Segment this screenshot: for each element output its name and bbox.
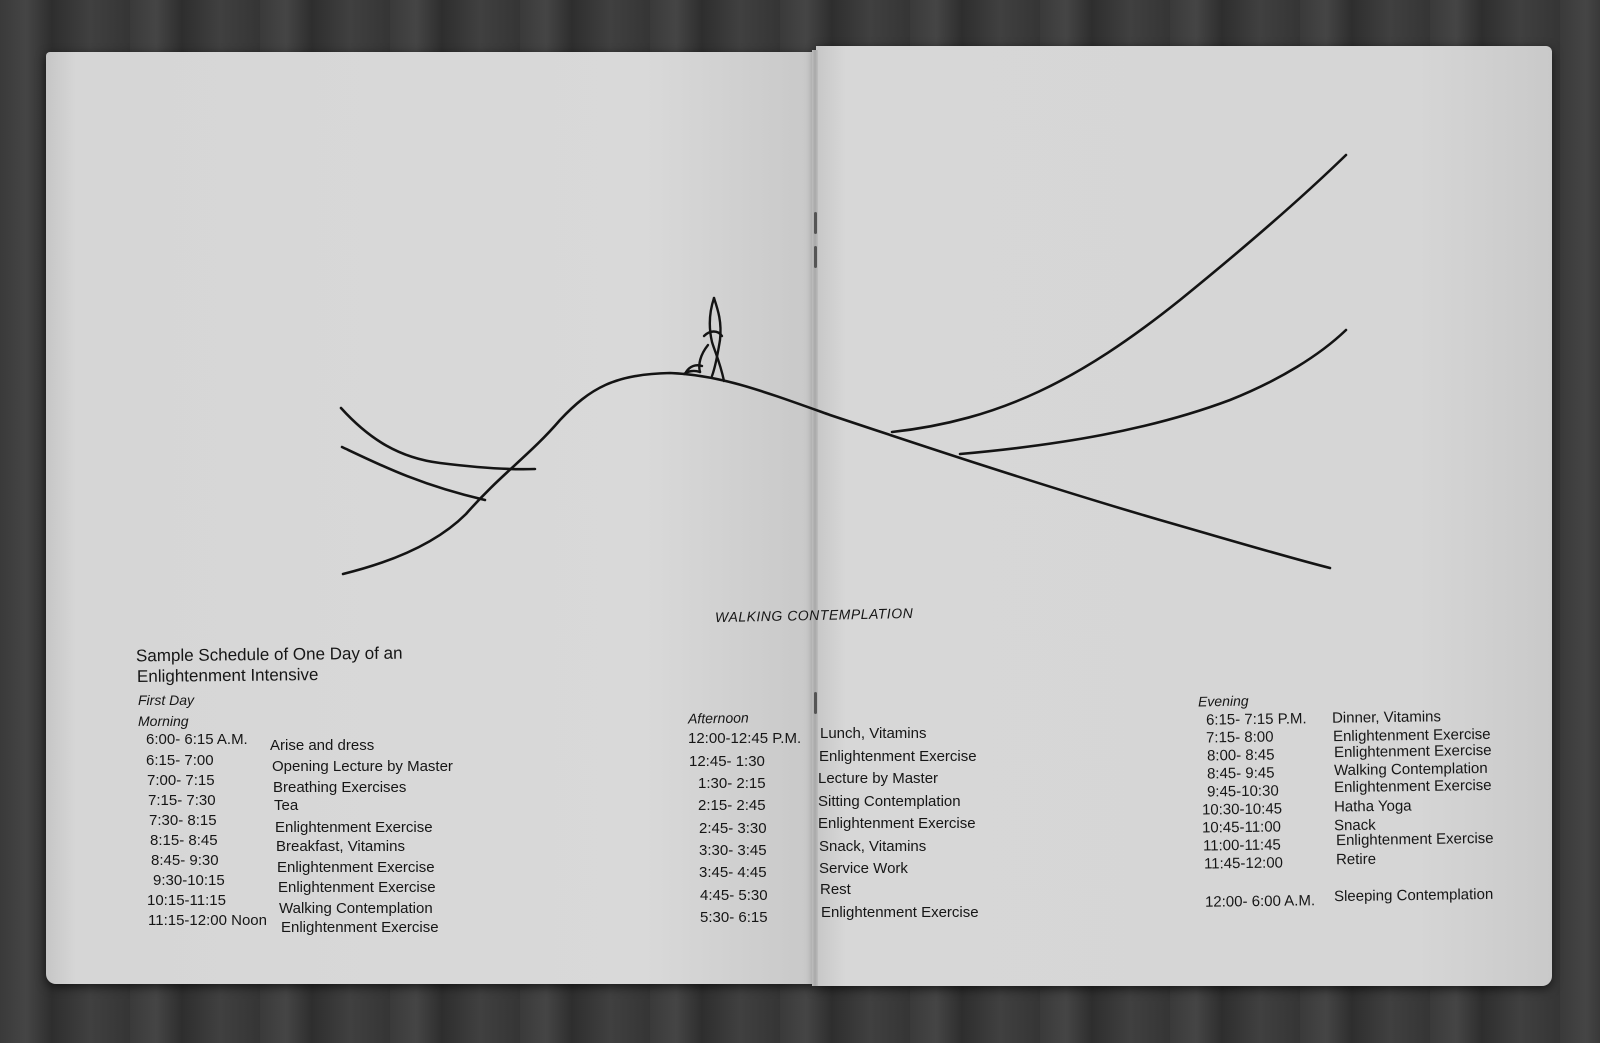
afternoon-time: 2:15- 2:45 <box>698 797 766 814</box>
evening-time: 8:45- 9:45 <box>1206 764 1275 783</box>
afternoon-time: 1:30- 2:15 <box>698 775 766 792</box>
evening-time: 12:00- 6:00 A.M. <box>1204 892 1316 911</box>
evening-time: 11:00-11:45 <box>1202 836 1281 855</box>
drawing-caption: WALKING CONTEMPLATION <box>714 604 914 626</box>
morning-time: 6:00- 6:15 A.M. <box>146 731 248 748</box>
schedule-title-line2: Enlightenment Intensive <box>136 665 319 686</box>
evening-time: 9:45-10:30 <box>1206 782 1279 801</box>
evening-activity: Enlightenment Exercise <box>1332 725 1491 746</box>
afternoon-activity: Lunch, Vitamins <box>820 725 927 742</box>
morning-activity: Breakfast, Vitamins <box>276 838 405 855</box>
morning-label: Morning <box>138 713 189 729</box>
afternoon-time: 2:45- 3:30 <box>699 820 767 837</box>
morning-time: 7:15- 7:30 <box>148 792 216 809</box>
afternoon-activity: Enlightenment Exercise <box>819 748 977 765</box>
right-lower-path <box>960 330 1346 454</box>
ground-line <box>343 373 1330 574</box>
evening-activity: Snack <box>1333 816 1376 835</box>
morning-activity: Opening Lecture by Master <box>272 758 453 775</box>
afternoon-activity: Snack, Vitamins <box>819 838 927 855</box>
morning-time: 7:00- 7:15 <box>147 772 215 789</box>
walking-figure <box>684 298 724 381</box>
morning-activity: Tea <box>274 797 299 814</box>
left-lower-path <box>342 447 485 500</box>
morning-time: 7:30- 8:15 <box>149 812 217 829</box>
morning-activity: Enlightenment Exercise <box>277 859 435 876</box>
evening-activity: Retire <box>1335 850 1377 869</box>
morning-activity: Walking Contemplation <box>279 900 433 917</box>
morning-activity: Breathing Exercises <box>273 779 407 796</box>
evening-activity: Sleeping Contemplation <box>1333 885 1494 906</box>
morning-time: 8:45- 9:30 <box>151 852 219 869</box>
evening-activity: Hatha Yoga <box>1333 797 1412 816</box>
morning-time: 10:15-11:15 <box>147 892 226 909</box>
afternoon-time: 12:00-12:45 P.M. <box>688 730 802 747</box>
evening-activity: Enlightenment Exercise <box>1335 829 1494 850</box>
afternoon-activity: Service Work <box>819 860 908 877</box>
evening-time: 11:45-12:00 <box>1203 854 1284 873</box>
evening-time: 10:45-11:00 <box>1201 818 1282 837</box>
afternoon-time: 3:45- 4:45 <box>699 864 767 881</box>
morning-time: 8:15- 8:45 <box>150 832 218 849</box>
evening-activity: Dinner, Vitamins <box>1331 708 1442 727</box>
schedule-title-line1: Sample Schedule of One Day of an <box>135 643 403 666</box>
afternoon-time: 12:45- 1:30 <box>689 753 765 770</box>
afternoon-activity: Sitting Contemplation <box>818 793 961 810</box>
right-upper-path <box>892 155 1346 432</box>
day-label: First Day <box>138 692 194 708</box>
afternoon-activity: Enlightenment Exercise <box>821 904 979 921</box>
evening-time: 6:15- 7:15 P.M. <box>1205 710 1307 729</box>
morning-activity: Enlightenment Exercise <box>275 819 433 836</box>
afternoon-time: 5:30- 6:15 <box>700 909 768 926</box>
evening-time: 7:15- 8:00 <box>1205 728 1274 747</box>
evening-activity: Enlightenment Exercise <box>1333 741 1492 762</box>
afternoon-time: 4:45- 5:30 <box>700 887 768 904</box>
afternoon-activity: Rest <box>820 881 851 898</box>
morning-time: 9:30-10:15 <box>153 872 225 889</box>
morning-time: 11:15-12:00 Noon <box>148 912 267 929</box>
afternoon-activity: Lecture by Master <box>818 770 939 787</box>
morning-activity: Enlightenment Exercise <box>281 919 439 936</box>
morning-time: 6:15- 7:00 <box>146 752 214 769</box>
evening-activity: Enlightenment Exercise <box>1333 776 1492 797</box>
evening-label: Evening <box>1197 692 1249 710</box>
morning-activity: Arise and dress <box>270 737 375 754</box>
evening-time: 8:00- 8:45 <box>1206 746 1275 765</box>
morning-activity: Enlightenment Exercise <box>278 879 436 896</box>
afternoon-activity: Enlightenment Exercise <box>818 815 976 832</box>
afternoon-label: Afternoon <box>687 709 749 727</box>
afternoon-time: 3:30- 3:45 <box>699 842 767 859</box>
evening-activity: Walking Contemplation <box>1333 759 1488 780</box>
evening-time: 10:30-10:45 <box>1201 800 1283 819</box>
